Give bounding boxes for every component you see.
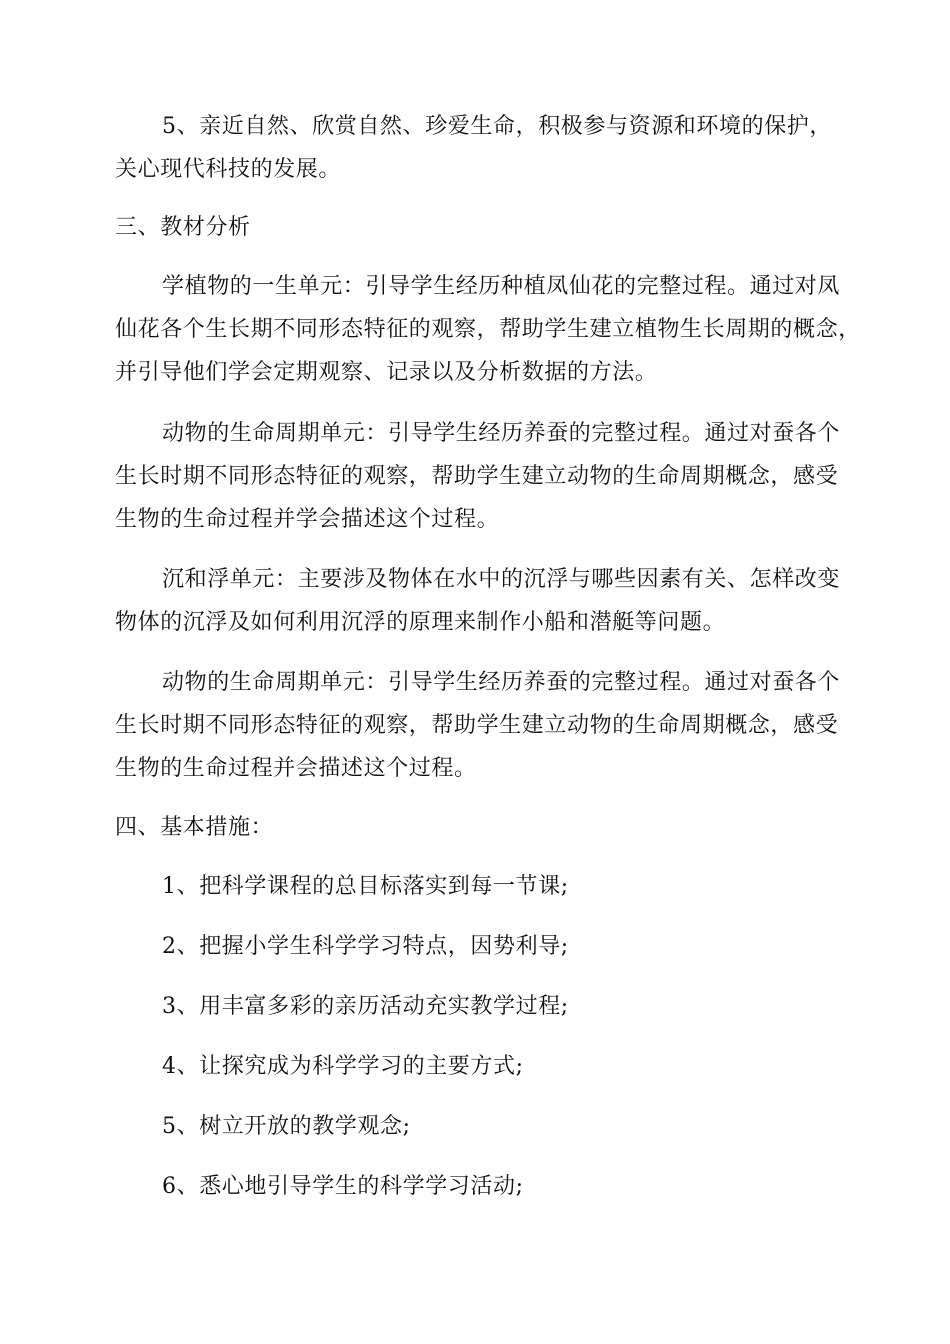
section-4-heading: 四、基本措施： (115, 815, 274, 840)
section-3-para-3-line-2: 物体的沉浮及如何利用沉浮的原理来制作小船和潜艇等问题。 (115, 610, 726, 635)
section-3-para-3-line-1: 沉和浮单元：主要涉及物体在水中的沉浮与哪些因素有关、怎样改变 (162, 567, 841, 592)
goal-5-line-2: 关心现代科技的发展。 (115, 157, 342, 182)
section-3-para-4-line-2: 生长时期不同形态特征的观察，帮助学生建立动物的生命周期概念，感受 (115, 713, 839, 738)
measure-item-3: 3、用丰富多彩的亲历活动充实教学过程; (162, 994, 569, 1019)
section-3-para-2-line-3: 生物的生命过程并学会描述这个过程。 (115, 507, 500, 532)
section-3-heading: 三、教材分析 (115, 215, 251, 240)
section-3-para-1-line-2: 仙花各个生长期不同形态特征的观察，帮助学生建立植物生长周期的概念， (115, 317, 861, 342)
section-3-para-4-line-1: 动物的生命周期单元：引导学生经历养蚕的完整过程。通过对蚕各个 (162, 670, 841, 695)
section-3-para-2-line-1: 动物的生命周期单元：引导学生经历养蚕的完整过程。通过对蚕各个 (162, 421, 841, 446)
measure-item-4: 4、让探究成为科学学习的主要方式; (162, 1054, 524, 1079)
section-3-para-1-line-1: 学植物的一生单元：引导学生经历种植凤仙花的完整过程。通过对凤 (162, 274, 841, 299)
section-3-para-4-line-3: 生物的生命过程并会描述这个过程。 (115, 756, 477, 781)
measure-item-2: 2、把握小学生科学学习特点，因势利导; (162, 934, 569, 959)
section-3-para-1-line-3: 并引导他们学会定期观察、记录以及分析数据的方法。 (115, 360, 658, 385)
measure-item-1: 1、把科学课程的总目标落实到每一节课; (162, 874, 569, 899)
goal-5-line-1: 5、亲近自然、欣赏自然、珍爱生命，积极参与资源和环境的保护， (162, 114, 832, 139)
measure-item-6: 6、悉心地引导学生的科学学习活动; (162, 1174, 524, 1199)
measure-item-5: 5、树立开放的教学观念; (162, 1114, 411, 1139)
section-3-para-2-line-2: 生长时期不同形态特征的观察，帮助学生建立动物的生命周期概念，感受 (115, 464, 839, 489)
